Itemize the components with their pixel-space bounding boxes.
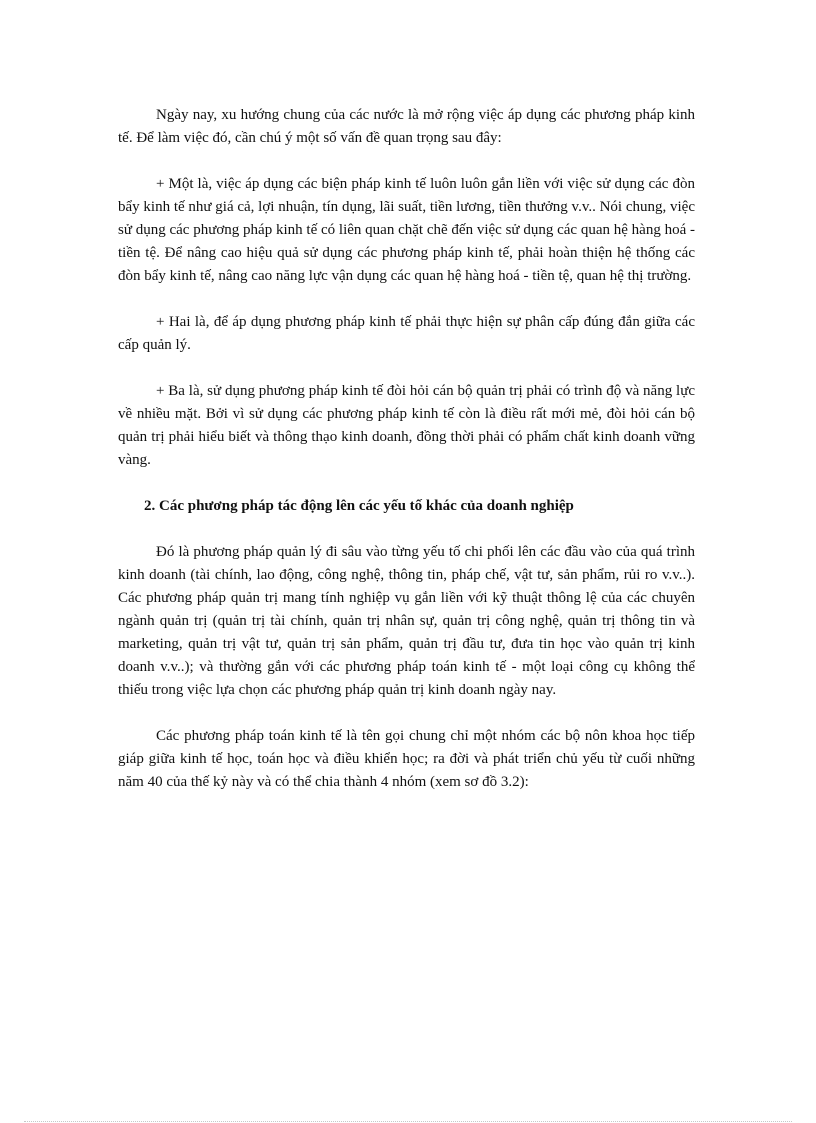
page-bottom-divider (24, 1121, 792, 1122)
paragraph-point-one: + Một là, việc áp dụng các biện pháp kinh tế luôn luôn gắn liền với việc sử dụng các đòn bẩy kinh tế như giá cả, lợi nhuận, tín dụng, lãi suất, tiền lương, tiền thưởng v.v.. Nói chung, việc sử dụng các phương pháp kinh tế có liên quan chặt chẽ đến việc sử dụng các quan hệ hàng hoá - tiền tệ. Để nâng cao hiệu quả sử dụng các phương pháp kinh tế, phải hoàn thiện hệ thống các đòn bẩy kinh tế, nâng cao năng lực vận dụng các quan hệ hàng hoá - tiền tệ, quan hệ thị trường. (118, 176, 695, 284)
paragraph-intro: Ngày nay, xu hướng chung của các nước là mở rộng việc áp dụng các phương pháp kinh tế. Để làm việc đó, cần chú ý một số vấn đề quan trọng sau đây: (118, 107, 695, 146)
paragraph-methods: Đó là phương pháp quản lý đi sâu vào từng yếu tố chi phối lên các đầu vào của quá trình kinh doanh (tài chính, lao động, công nghệ, thông tin, pháp chế, vật tư, sản phẩm, rủi ro v.v..). Các phương pháp quản trị mang tính nghiệp vụ gắn liền với kỹ thuật thông lệ của các chuyên ngành quản trị (quản trị tài chính, quản trị nhân sự, quản trị công nghệ, quản trị thông tin và marketing, quản trị vật tư, quản trị sản phẩm, quản trị đầu tư, đưa tin học vào quản trị kinh doanh v.v..); và thường gắn với các phương pháp toán kinh tế - một loại công cụ không thể thiếu trong việc lựa chọn các phương pháp quản trị kinh doanh ngày nay. (118, 544, 695, 698)
paragraph-point-two: + Hai là, để áp dụng phương pháp kinh tế phải thực hiện sự phân cấp đúng đắn giữa các cấp quản lý. (118, 314, 695, 353)
section-heading: 2. Các phương pháp tác động lên các yếu tố khác của doanh nghiệp (144, 498, 574, 514)
document-body (118, 104, 695, 817)
paragraph-point-three: + Ba là, sử dụng phương pháp kinh tế đòi hỏi cán bộ quản trị phải có trình độ và năng lực về nhiều mặt. Bởi vì sử dụng các phương pháp kinh tế còn là điều rất mới mẻ, đòi hỏi cán bộ quản trị phải hiểu biết và thông thạo kinh doanh, đồng thời phải có phẩm chất kinh doanh vững vàng. (118, 383, 695, 468)
paragraph-math-methods: Các phương pháp toán kinh tế là tên gọi chung chỉ một nhóm các bộ nôn khoa học tiếp giáp giữa kinh tế học, toán học và điều khiển học; ra đời và phát triển chủ yếu từ cuối những năm 40 của thế kỷ này và có thể chia thành 4 nhóm (xem sơ đồ 3.2): (118, 728, 695, 790)
